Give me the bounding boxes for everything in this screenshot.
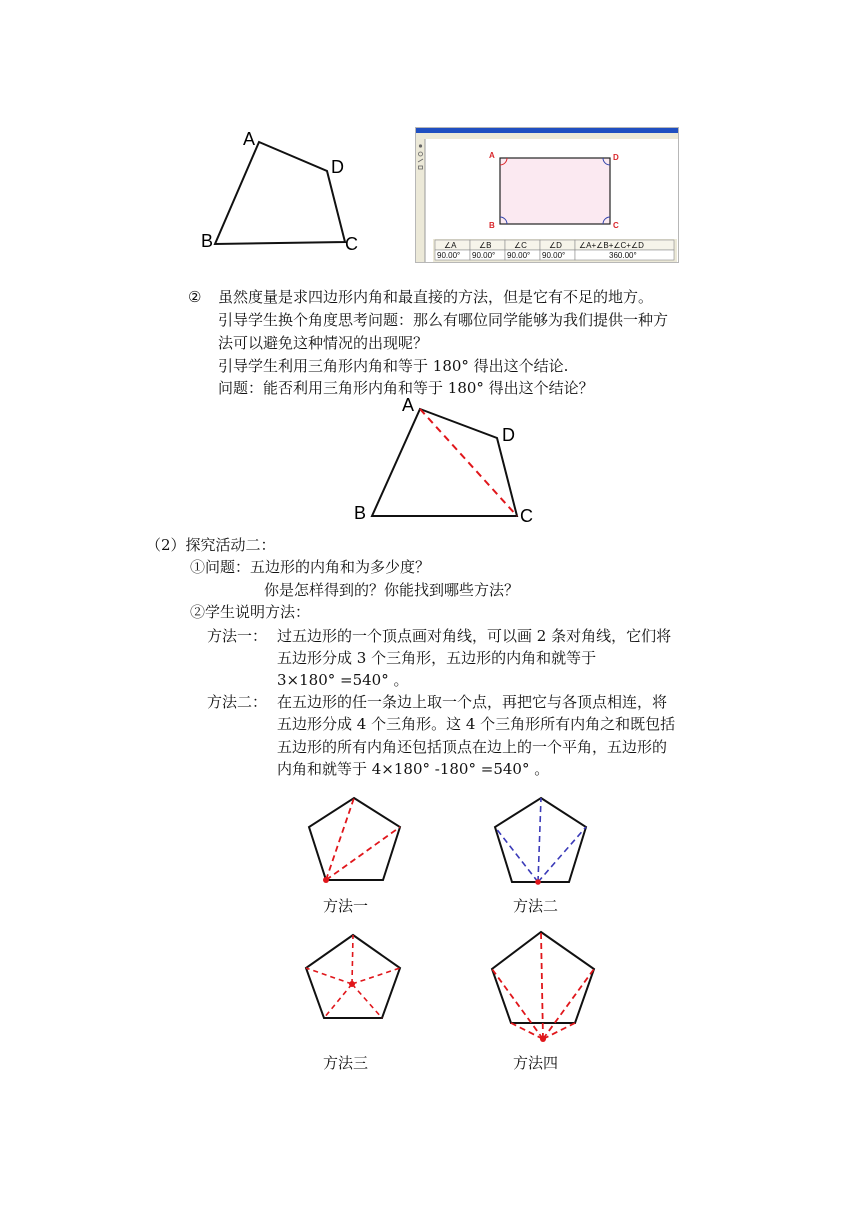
method-2-label: 方法二：	[207, 693, 268, 711]
point-tool-icon[interactable]	[419, 144, 422, 147]
section-1-line-2: 引导学生换个角度思考问题：那么有哪位同学能够为我们提供一种方	[218, 311, 669, 329]
table-header-c: ∠C	[514, 241, 527, 250]
diagonal-1b	[326, 827, 400, 880]
vertex-dot-1	[323, 877, 329, 883]
table-value-a: 90.00°	[437, 251, 461, 260]
vertex-label-d-2: D	[502, 425, 515, 445]
question-2: 你是怎样得到的？你能找到哪些方法？	[264, 581, 520, 599]
segment-4e	[543, 1023, 575, 1039]
table-value-b: 90.00°	[472, 251, 496, 260]
quadrilateral-shape-2	[372, 409, 517, 516]
circled-number-2: ②	[188, 288, 202, 306]
table-value-d: 90.00°	[542, 251, 566, 260]
method-1-line-3: 3×180° =540° 。	[277, 671, 409, 689]
method-2-line-3: 五边形的所有内角还包括顶点在边上的一个平角，五边形的	[277, 738, 668, 756]
segment-2a	[495, 827, 538, 882]
pentagon-method-2	[487, 790, 597, 890]
section-1-line-1	[188, 286, 653, 309]
screen-label-c: C	[613, 221, 619, 230]
vertex-label-a-2: A	[402, 395, 415, 415]
section-1-line-5: 问题：能否利用三角形内角和等于 180° 得出这个结论？	[218, 379, 594, 397]
section-1-line-4: 引导学生利用三角形内角和等于 180° 得出这个结论.	[218, 357, 569, 375]
table-header-sum: ∠A+∠B+∠C+∠D	[579, 241, 644, 250]
vertex-label-c-2: C	[520, 506, 533, 526]
segment-3b	[352, 968, 400, 984]
segment-3d	[324, 984, 352, 1018]
screen-label-a: A	[489, 151, 495, 160]
vertex-label-d: D	[331, 157, 344, 177]
edge-point-2	[535, 879, 541, 885]
vertex-label-a: A	[243, 129, 256, 149]
caption-method-1: 方法一	[323, 897, 369, 915]
section-1-text-1: 虽然度量是求四边形内角和最直接的方法，但是它有不足的地方。	[218, 288, 654, 306]
software-window	[416, 128, 678, 262]
quadrilateral-figure-2	[350, 392, 540, 527]
segment-3e	[306, 968, 352, 984]
pentagon-method-3	[298, 928, 413, 1028]
method-2-line-2: 五边形分成 4 个三角形。这 4 个三角形所有内角之和既包括	[277, 715, 676, 733]
table-value-c: 90.00°	[507, 251, 531, 260]
measure-table	[435, 240, 674, 260]
segment-3c	[352, 984, 382, 1018]
caption-method-3: 方法三	[323, 1054, 369, 1072]
segment-4d	[543, 969, 594, 1039]
rectangle-shape	[500, 158, 610, 224]
pentagon-shape-1	[309, 798, 400, 880]
section-1-line-3: 法可以避免这种情况的出现呢？	[218, 334, 429, 352]
geometry-software-screenshot	[415, 127, 679, 263]
pentagon-method-4	[485, 925, 605, 1045]
section-2-heading: （2）探究活动二：	[146, 536, 276, 554]
caption-method-2: 方法二	[513, 897, 559, 915]
diagonal-1a	[326, 798, 354, 880]
method-1-label: 方法一：	[207, 627, 268, 645]
screen-label-b: B	[489, 221, 495, 230]
vertex-label-b: B	[201, 231, 214, 251]
method-1-line-1: 过五边形的一个顶点画对角线，可以画 2 条对角线，它们将	[277, 627, 672, 645]
segment-3a	[352, 935, 353, 984]
table-header-b: ∠B	[479, 241, 492, 250]
method-1-line-2: 五边形分成 3 个三角形，五边形的内角和就等于	[277, 649, 597, 667]
screen-label-d: D	[613, 153, 619, 162]
pentagon-shape-4	[492, 932, 594, 1023]
segment-4b	[492, 969, 543, 1039]
method-2-line-1: 在五边形的任一条边上取一个点，再把它与各顶点相连，将	[277, 693, 668, 711]
menu-bar	[416, 133, 678, 139]
table-value-sum: 360.00°	[609, 251, 637, 260]
exterior-point-4	[540, 1036, 546, 1042]
vertex-label-b-2: B	[354, 503, 367, 523]
segment-4a	[511, 1023, 543, 1039]
question-1: ①问题：五边形的内角和为多少度？	[190, 558, 431, 576]
tool-palette	[416, 139, 425, 262]
pentagon-method-1	[300, 790, 410, 890]
title-bar	[416, 128, 678, 133]
interior-point-3	[349, 981, 355, 987]
table-header-a: ∠A	[444, 241, 457, 250]
segment-2b	[538, 798, 541, 882]
segment-2c	[538, 827, 586, 882]
quadrilateral-shape	[215, 142, 345, 244]
question-3: ②学生说明方法：	[190, 603, 311, 621]
method-2-line-4: 内角和就等于 4×180° -180° =540° 。	[277, 760, 550, 778]
quadrilateral-figure-1	[195, 125, 370, 255]
caption-method-4: 方法四	[513, 1054, 559, 1072]
vertex-label-c: C	[345, 234, 358, 254]
table-header-d: ∠D	[549, 241, 562, 250]
